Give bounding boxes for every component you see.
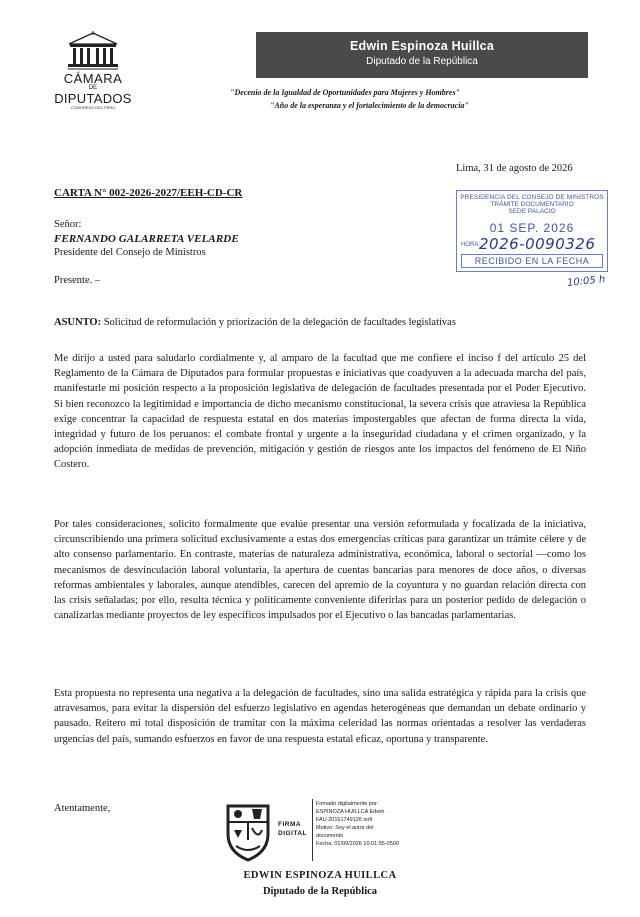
- signature-detail-line: FAU 20161749126 soft: [316, 817, 373, 823]
- closing: Atentamente,: [54, 803, 111, 814]
- logo-text-de: DE: [88, 85, 98, 91]
- subject-line: [54, 317, 594, 328]
- decenio-motto: "Decenio de la Igualdad de Oportunidades para Mujeres y Hombres": [230, 88, 460, 97]
- stamp-hora-label: HORA:: [461, 242, 481, 248]
- digital-signature-label: [278, 820, 307, 838]
- digital-text: DIGITAL: [278, 830, 308, 837]
- signature-details: [316, 800, 399, 848]
- stamp-number-row: [457, 236, 607, 252]
- banner-role: Diputado de la República: [366, 56, 478, 67]
- peru-seal-icon: [222, 800, 274, 867]
- header-banner: [256, 32, 588, 78]
- letter-reference: CARTA N° 002-2026-2027/EEH-CD-CR: [54, 187, 243, 199]
- signature-divider: [312, 799, 313, 861]
- logo-subtitle: CONGRESO DEL PERÚ: [70, 105, 116, 110]
- subject-text: Solicitud de reformulación y priorización de la delegación de facultades legislativas: [103, 317, 456, 328]
- logo-text-diputados: DIPUTADOS: [54, 91, 132, 106]
- body-paragraph-3: Esta propuesta no representa una negativa a la delegación de facultades, sino una salida estratégica y rápida para la crisis que atravesamos, para evitar la dispersión del esfuerzo legislativo en agendas heterogéneas que demandan un debate ordinario y pausado. Reitero mi total disposición de tramitar con la máxima celeridad las normas orientadas a resolver las verdaderas urgencias del país, sumando esfuerzos en favor de una respuesta estatal eficaz, oportuna y transparente.: [54, 688, 586, 745]
- stamp-institution: PRESIDENCIA DEL CONSEJO DE MINISTROS: [460, 194, 604, 201]
- subject-label: ASUNTO:: [54, 317, 102, 328]
- body-paragraph-1: Me dirijo a usted para saludarlo cordialmente y, al amparo de la facultad que me confiere el inciso f del artículo 25 del Reglamento de la Cámara de Diputados para formular propuestas e iniciativas que coadyuven a la adecuada marcha del país, manifestarle mi posición respecto a la proposición legislativa de delegación de facultades presentada por el Poder Ejecutivo. Si bien reconozco la legitimidad e importancia de dicho mecanismo constitucional, la severa crisis que atraviesa la República exige concentrar la capacidad de respuesta estatal en dos materias impostergables que afectan de forma directa la vida, integridad y futuro de los peruanos: el combate frontal y urgente a la inseguridad ciudadana y el crimen organizado, y la adopción inmediata de medidas de prevención, mitigación y gestión de riesgos ante los impactos del fenómeno de El Niño Costero.: [54, 353, 586, 471]
- reception-stamp: [456, 190, 608, 272]
- body-paragraph-2: Por tales consideraciones, solicito formalmente que evalúe presentar una versión reformulada y focalizada de la iniciativa, circunscribiendo una primera solicitud exclusivamente a estas dos emergencias críticas para garantizar un trámite célere y de alto consenso parlamentario. En contraste, materias de naturaleza administrativa, económica, laboral o sectorial —como los mecanismos de desvinculación laboral voluntaria, la apertura de cuentas bancarias para menores de doce años, o diversas reformas ambientales y laborales, aunque atendibles, carecen del apremio de la coyuntura y no guardan relación directa con las crisis señaladas; por ello, resulta técnica y políticamente conveniente diferirlas para un posterior pedido de delegación o canalizarlas mediante proyectos de ley específicos impulsados por el Ejecutivo o las bancadas parlamentarias.: [54, 519, 586, 622]
- signature-detail-line: documento: [316, 833, 344, 839]
- signature-detail-line: Firmado digitalmente por:: [316, 801, 379, 807]
- banner-name: Edwin Espinoza Huillca: [349, 39, 494, 53]
- signature-detail-line: ESPINOZA HUILLCA Edwin: [316, 809, 385, 815]
- congress-building-icon: [65, 30, 121, 70]
- signer-name: EDWIN ESPINOZA HUILLCA: [243, 870, 397, 881]
- salutation: Señor:: [54, 219, 82, 230]
- stamp-office: TRÁMITE DOCUMENTARIO: [490, 201, 574, 208]
- presente: Presente. –: [54, 275, 101, 286]
- letter-date: Lima, 31 de agosto de 2026: [456, 163, 573, 174]
- signer-role: Diputado de la República: [262, 886, 378, 897]
- stamp-date: 01 SEP. 2026: [489, 221, 575, 235]
- stamp-site: SEDE PALACIO: [508, 208, 556, 215]
- firma-text: FIRMA: [278, 821, 302, 828]
- year-motto: "Año de la esperanza y el fortalecimiento de la democracia": [270, 101, 469, 110]
- stamp-handwritten-number: 2026-0090326: [479, 235, 596, 253]
- recipient-name: FERNANDO GALARRETA VELARDE: [54, 233, 239, 245]
- chamber-logo: [48, 30, 138, 111]
- stamp-received: RECIBIDO EN LA FECHA: [461, 254, 603, 268]
- recipient-role: Presidente del Consejo de Ministros: [54, 247, 206, 258]
- signature-detail-line: Fecha: 01/09/2026 10:01:55-0500: [316, 841, 399, 847]
- logo-text-camara: CÁMARA: [63, 71, 123, 86]
- signature-detail-line: Motivo: Soy el autor del: [316, 825, 374, 831]
- stamp-handwritten-time: 10:05 h: [566, 274, 606, 289]
